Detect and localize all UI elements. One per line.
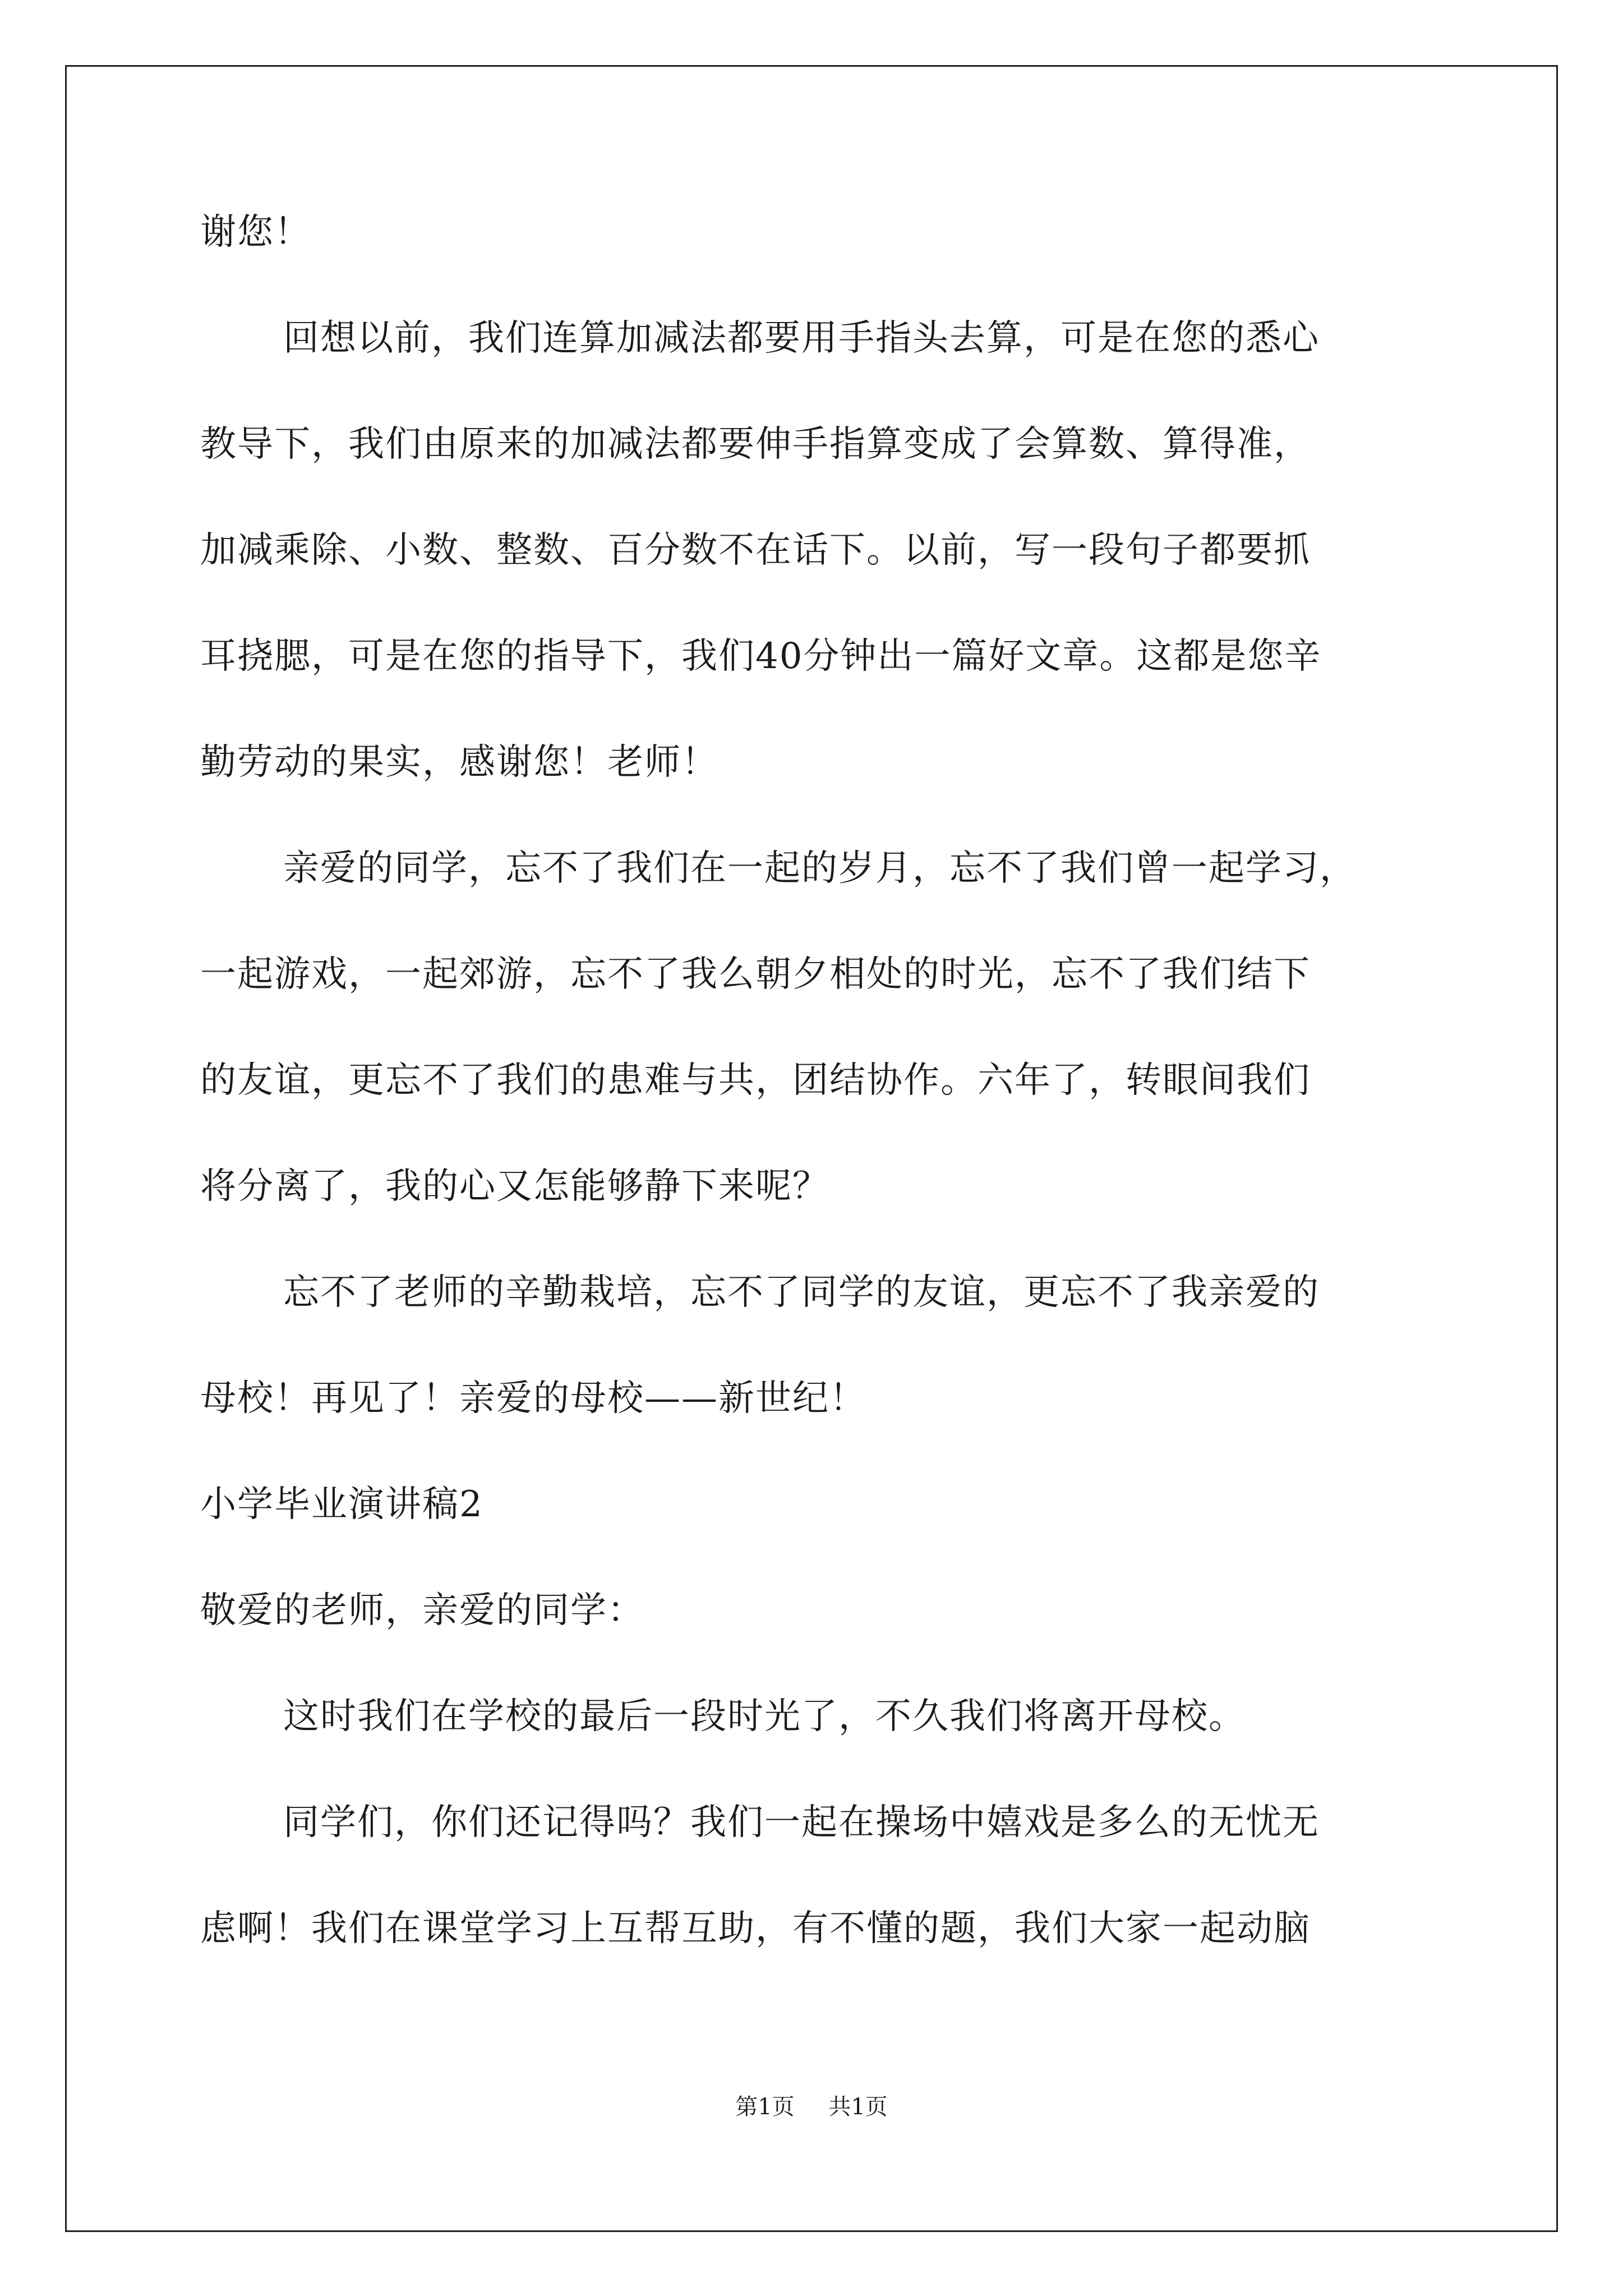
- text-line: 耳挠腮，可是在您的指导下，我们40分钟出一篇好文章。这都是您辛: [200, 636, 1322, 677]
- text-line: 加减乘除、小数、整数、百分数不在话下。以前，写一段句子都要抓: [200, 530, 1311, 571]
- text-line: 的友谊，更忘不了我们的患难与共，团结协作。六年了，转眼间我们: [200, 1060, 1311, 1101]
- text-line: 回想以前，我们连算加减法都要用手指头去算，可是在您的悉心: [283, 318, 1320, 359]
- text-line: 这时我们在学校的最后一段时光了，不久我们将离开母校。: [283, 1696, 1246, 1737]
- page-number: 第1页: [735, 2094, 795, 2120]
- text-line: 将分离了，我的心又怎能够静下来呢？: [200, 1166, 829, 1207]
- page-total: 共1页: [828, 2094, 888, 2120]
- section-heading: 小学毕业演讲稿2: [200, 1484, 483, 1525]
- text-line: 同学们，你们还记得吗？我们一起在操场中嬉戏是多么的无忧无: [283, 1802, 1320, 1843]
- text-line: 谢您！: [200, 211, 311, 253]
- text-line: 虑啊！我们在课堂学习上互帮互助，有不懂的题，我们大家一起动脑: [200, 1908, 1311, 1949]
- page-footer: [0, 2096, 1623, 2118]
- document-body: [200, 211, 1423, 2017]
- text-line: 忘不了老师的辛勤栽培，忘不了同学的友谊，更忘不了我亲爱的: [283, 1272, 1320, 1313]
- text-line: 一起游戏，一起郊游，忘不了我么朝夕相处的时光，忘不了我们结下: [200, 954, 1311, 995]
- salutation: 敬爱的老师，亲爱的同学：: [200, 1590, 644, 1631]
- text-line: 母校！再见了！亲爱的母校——新世纪！: [200, 1378, 866, 1419]
- text-line: 亲爱的同学，忘不了我们在一起的岁月，忘不了我们曾一起学习，: [283, 848, 1357, 889]
- text-line: 教导下，我们由原来的加减法都要伸手指算变成了会算数、算得准，: [200, 424, 1311, 465]
- text-line: 勤劳动的果实，感谢您！老师！: [200, 742, 718, 783]
